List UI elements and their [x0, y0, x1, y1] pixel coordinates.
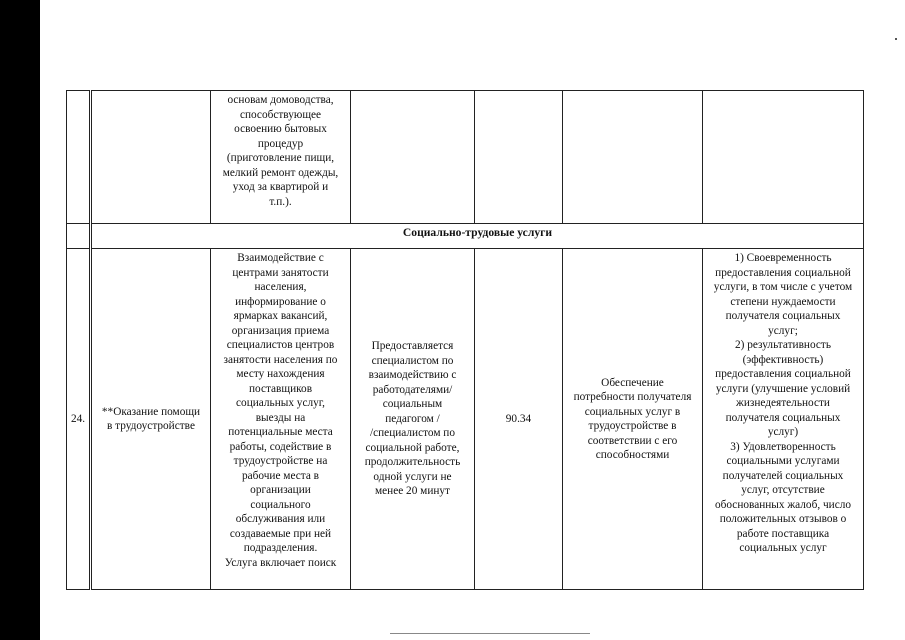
- cell-section-number-empty: [67, 224, 91, 249]
- service-description-text: Взаимодействие с центрами занятости населения, информирование о ярмарках вакансий, организация приема специалистов центров занятости населения по месту нахождения поставщиков социальных услуг, выезды на потенциальные места работы, содействие в трудоустройстве на рабочие места в организации социального обслуживания или создаваемые при ней подразделения. Услуга включает поиск: [223, 252, 338, 569]
- cell-tariff-empty: [475, 91, 563, 224]
- quality-criteria-text: 1) Своевременность предоставления социальной услуги, в том числе с учетом степени нуждаемости получателя социальных услуг; 2) результативность (эффективность) предоставления социальной услуги (улучшение условий жизнедеятельности получателя социальных услуг) 3) Удовлетворенность социальными услугами получателей социальных услуг, отсутствие обоснованных жалоб, число положительных отзывов о работе поставщика социальных услуг: [713, 252, 853, 554]
- scan-dark-edge: [0, 0, 40, 640]
- cell-quality-empty: [703, 91, 864, 224]
- cell-tariff: 90.34: [475, 249, 563, 590]
- cell-quality-criteria: [703, 249, 864, 590]
- cell-number-empty: [67, 91, 91, 224]
- services-table: [66, 90, 864, 590]
- cell-service-content: [211, 91, 351, 224]
- cell-purpose: [563, 249, 703, 590]
- cell-purpose-empty: [563, 91, 703, 224]
- cell-service-description: [211, 249, 351, 590]
- table-row-24: [67, 249, 864, 590]
- purpose-text: Обеспечение потребности получателя социальных услуг в трудоустройстве в соответствии с его способностями: [573, 376, 692, 461]
- scan-speck: [895, 38, 897, 40]
- table-row-continuation: [67, 91, 864, 224]
- cell-provision: [351, 249, 475, 590]
- row-number: 24.: [67, 249, 91, 590]
- cell-name-empty: [91, 91, 211, 224]
- section-title: Социально-трудовые услуги: [91, 224, 864, 249]
- cell-provision-empty: [351, 91, 475, 224]
- service-name-text: **Оказание помощи в трудоустройстве: [101, 405, 201, 432]
- scan-bottom-line: [390, 633, 590, 634]
- provision-text: Предоставляется специалистом по взаимодействию с работодателями/ социальным педагогом / /специалистом по социальной работе, продолжительность одной услуги не менее 20 минут: [364, 340, 461, 498]
- cell-service-name: [91, 249, 211, 590]
- table-row-section: [67, 224, 864, 249]
- service-content-text: основам домоводства, способствующее освоению бытовых процедур (приготовление пищи, мелкий ремонт одежды, уход за квартирой и т.п.).: [222, 94, 339, 208]
